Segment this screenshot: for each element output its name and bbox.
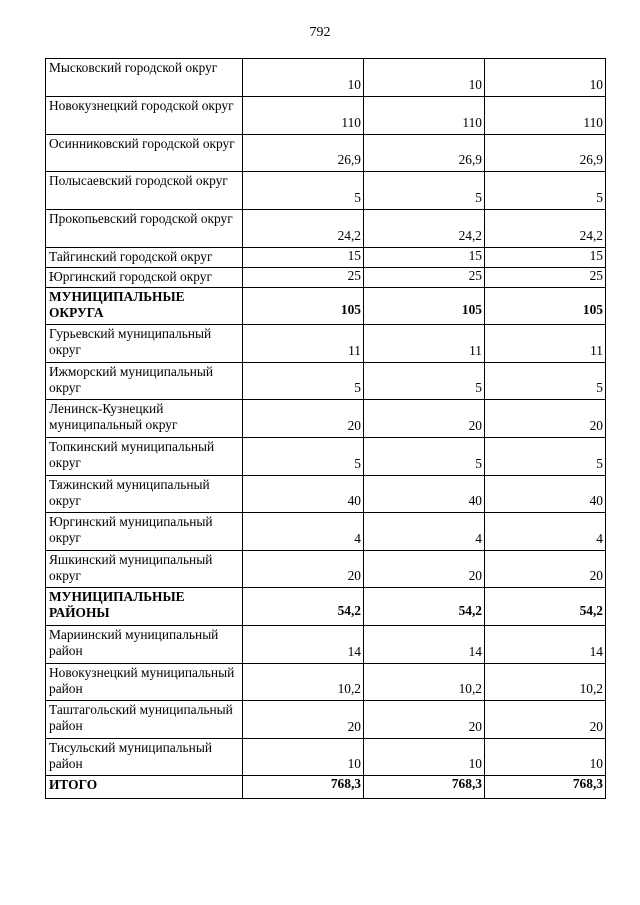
row-name-cell: Яшкинский муниципальный округ bbox=[46, 551, 243, 588]
row-value-1-cell: 11 bbox=[243, 325, 364, 363]
row-name-cell: Юргинский муниципальный округ bbox=[46, 513, 243, 551]
data-table bbox=[45, 58, 606, 799]
row-value-1-cell: 10 bbox=[243, 739, 364, 776]
row-name-cell: Новокузнецкий муниципальный район bbox=[46, 664, 243, 701]
row-name-cell: Мариинский муниципальный район bbox=[46, 626, 243, 664]
row-name-cell: Прокопьевский городской округ bbox=[46, 210, 243, 248]
row-value-3-cell: 4 bbox=[485, 513, 606, 551]
row-value-2-cell: 5 bbox=[364, 363, 485, 400]
row-value-1-cell: 20 bbox=[243, 701, 364, 739]
row-value-1-cell: 15 bbox=[243, 248, 364, 268]
row-value-2-cell: 54,2 bbox=[364, 588, 485, 626]
table-row bbox=[46, 172, 606, 210]
row-name-cell: Юргинский городской округ bbox=[46, 268, 243, 288]
table-row bbox=[46, 97, 606, 135]
table-row bbox=[46, 268, 606, 288]
row-value-3-cell: 5 bbox=[485, 438, 606, 476]
row-value-3-cell: 10 bbox=[485, 739, 606, 776]
row-value-1-cell: 10 bbox=[243, 59, 364, 97]
row-value-1-cell: 10,2 bbox=[243, 664, 364, 701]
row-value-3-cell: 105 bbox=[485, 288, 606, 325]
row-value-3-cell: 26,9 bbox=[485, 135, 606, 172]
row-value-1-cell: 26,9 bbox=[243, 135, 364, 172]
table-row bbox=[46, 551, 606, 588]
row-value-2-cell: 110 bbox=[364, 97, 485, 135]
row-value-1-cell: 54,2 bbox=[243, 588, 364, 626]
row-value-2-cell: 5 bbox=[364, 438, 485, 476]
row-name-cell: Мысковский городской округ bbox=[46, 59, 243, 97]
row-value-1-cell: 110 bbox=[243, 97, 364, 135]
table-row bbox=[46, 476, 606, 513]
table-row-subtotal bbox=[46, 288, 606, 325]
row-value-2-cell: 5 bbox=[364, 172, 485, 210]
row-value-1-cell: 768,3 bbox=[243, 776, 364, 799]
row-value-3-cell: 768,3 bbox=[485, 776, 606, 799]
row-value-3-cell: 20 bbox=[485, 701, 606, 739]
table-row bbox=[46, 59, 606, 97]
table-row bbox=[46, 210, 606, 248]
row-value-3-cell: 10 bbox=[485, 59, 606, 97]
row-value-2-cell: 20 bbox=[364, 551, 485, 588]
row-name-cell: МУНИЦИПАЛЬНЫЕ ОКРУГА bbox=[46, 288, 243, 325]
row-name-cell: Ижморский муниципальный округ bbox=[46, 363, 243, 400]
row-value-1-cell: 20 bbox=[243, 551, 364, 588]
row-value-1-cell: 105 bbox=[243, 288, 364, 325]
row-value-2-cell: 20 bbox=[364, 701, 485, 739]
row-value-3-cell: 110 bbox=[485, 97, 606, 135]
row-value-1-cell: 24,2 bbox=[243, 210, 364, 248]
row-name-cell: ИТОГО bbox=[46, 776, 243, 799]
table-row bbox=[46, 248, 606, 268]
row-name-cell: МУНИЦИПАЛЬНЫЕ РАЙОНЫ bbox=[46, 588, 243, 626]
row-value-2-cell: 11 bbox=[364, 325, 485, 363]
table-row bbox=[46, 739, 606, 776]
row-name-cell: Ленинск-Кузнецкий муниципальный округ bbox=[46, 400, 243, 438]
row-value-1-cell: 20 bbox=[243, 400, 364, 438]
row-value-2-cell: 26,9 bbox=[364, 135, 485, 172]
row-value-2-cell: 10 bbox=[364, 739, 485, 776]
table-row bbox=[46, 325, 606, 363]
row-value-2-cell: 10,2 bbox=[364, 664, 485, 701]
row-value-2-cell: 15 bbox=[364, 248, 485, 268]
row-value-1-cell: 5 bbox=[243, 172, 364, 210]
row-value-1-cell: 14 bbox=[243, 626, 364, 664]
table-row bbox=[46, 135, 606, 172]
row-value-3-cell: 5 bbox=[485, 172, 606, 210]
row-value-3-cell: 5 bbox=[485, 363, 606, 400]
row-value-2-cell: 105 bbox=[364, 288, 485, 325]
row-value-2-cell: 10 bbox=[364, 59, 485, 97]
row-name-cell: Новокузнецкий городской округ bbox=[46, 97, 243, 135]
row-value-3-cell: 40 bbox=[485, 476, 606, 513]
table-row bbox=[46, 626, 606, 664]
row-value-2-cell: 14 bbox=[364, 626, 485, 664]
row-value-3-cell: 10,2 bbox=[485, 664, 606, 701]
table-row bbox=[46, 400, 606, 438]
row-value-2-cell: 24,2 bbox=[364, 210, 485, 248]
row-value-3-cell: 24,2 bbox=[485, 210, 606, 248]
table-row bbox=[46, 701, 606, 739]
row-name-cell: Тяжинский муниципальный округ bbox=[46, 476, 243, 513]
row-value-1-cell: 5 bbox=[243, 438, 364, 476]
row-value-3-cell: 20 bbox=[485, 551, 606, 588]
row-value-1-cell: 25 bbox=[243, 268, 364, 288]
row-value-1-cell: 4 bbox=[243, 513, 364, 551]
row-value-3-cell: 25 bbox=[485, 268, 606, 288]
table-row bbox=[46, 363, 606, 400]
row-name-cell: Тайгинский городской округ bbox=[46, 248, 243, 268]
table-row-subtotal bbox=[46, 588, 606, 626]
row-value-3-cell: 20 bbox=[485, 400, 606, 438]
row-value-2-cell: 768,3 bbox=[364, 776, 485, 799]
row-value-2-cell: 20 bbox=[364, 400, 485, 438]
row-value-3-cell: 14 bbox=[485, 626, 606, 664]
row-value-1-cell: 40 bbox=[243, 476, 364, 513]
row-value-1-cell: 5 bbox=[243, 363, 364, 400]
row-name-cell: Полысаевский городской округ bbox=[46, 172, 243, 210]
row-value-3-cell: 54,2 bbox=[485, 588, 606, 626]
table-row bbox=[46, 513, 606, 551]
page-number: 792 bbox=[309, 25, 331, 40]
table-row-subtotal bbox=[46, 776, 606, 799]
table-body bbox=[46, 59, 606, 799]
row-value-2-cell: 4 bbox=[364, 513, 485, 551]
row-name-cell: Осинниковский городской округ bbox=[46, 135, 243, 172]
row-value-2-cell: 40 bbox=[364, 476, 485, 513]
row-value-3-cell: 11 bbox=[485, 325, 606, 363]
row-name-cell: Топкинский муниципальный округ bbox=[46, 438, 243, 476]
row-name-cell: Гурьевский муниципальный округ bbox=[46, 325, 243, 363]
row-value-2-cell: 25 bbox=[364, 268, 485, 288]
table-row bbox=[46, 664, 606, 701]
row-name-cell: Таштагольский муниципальный район bbox=[46, 701, 243, 739]
table-row bbox=[46, 438, 606, 476]
row-value-3-cell: 15 bbox=[485, 248, 606, 268]
row-name-cell: Тисульский муниципальный район bbox=[46, 739, 243, 776]
